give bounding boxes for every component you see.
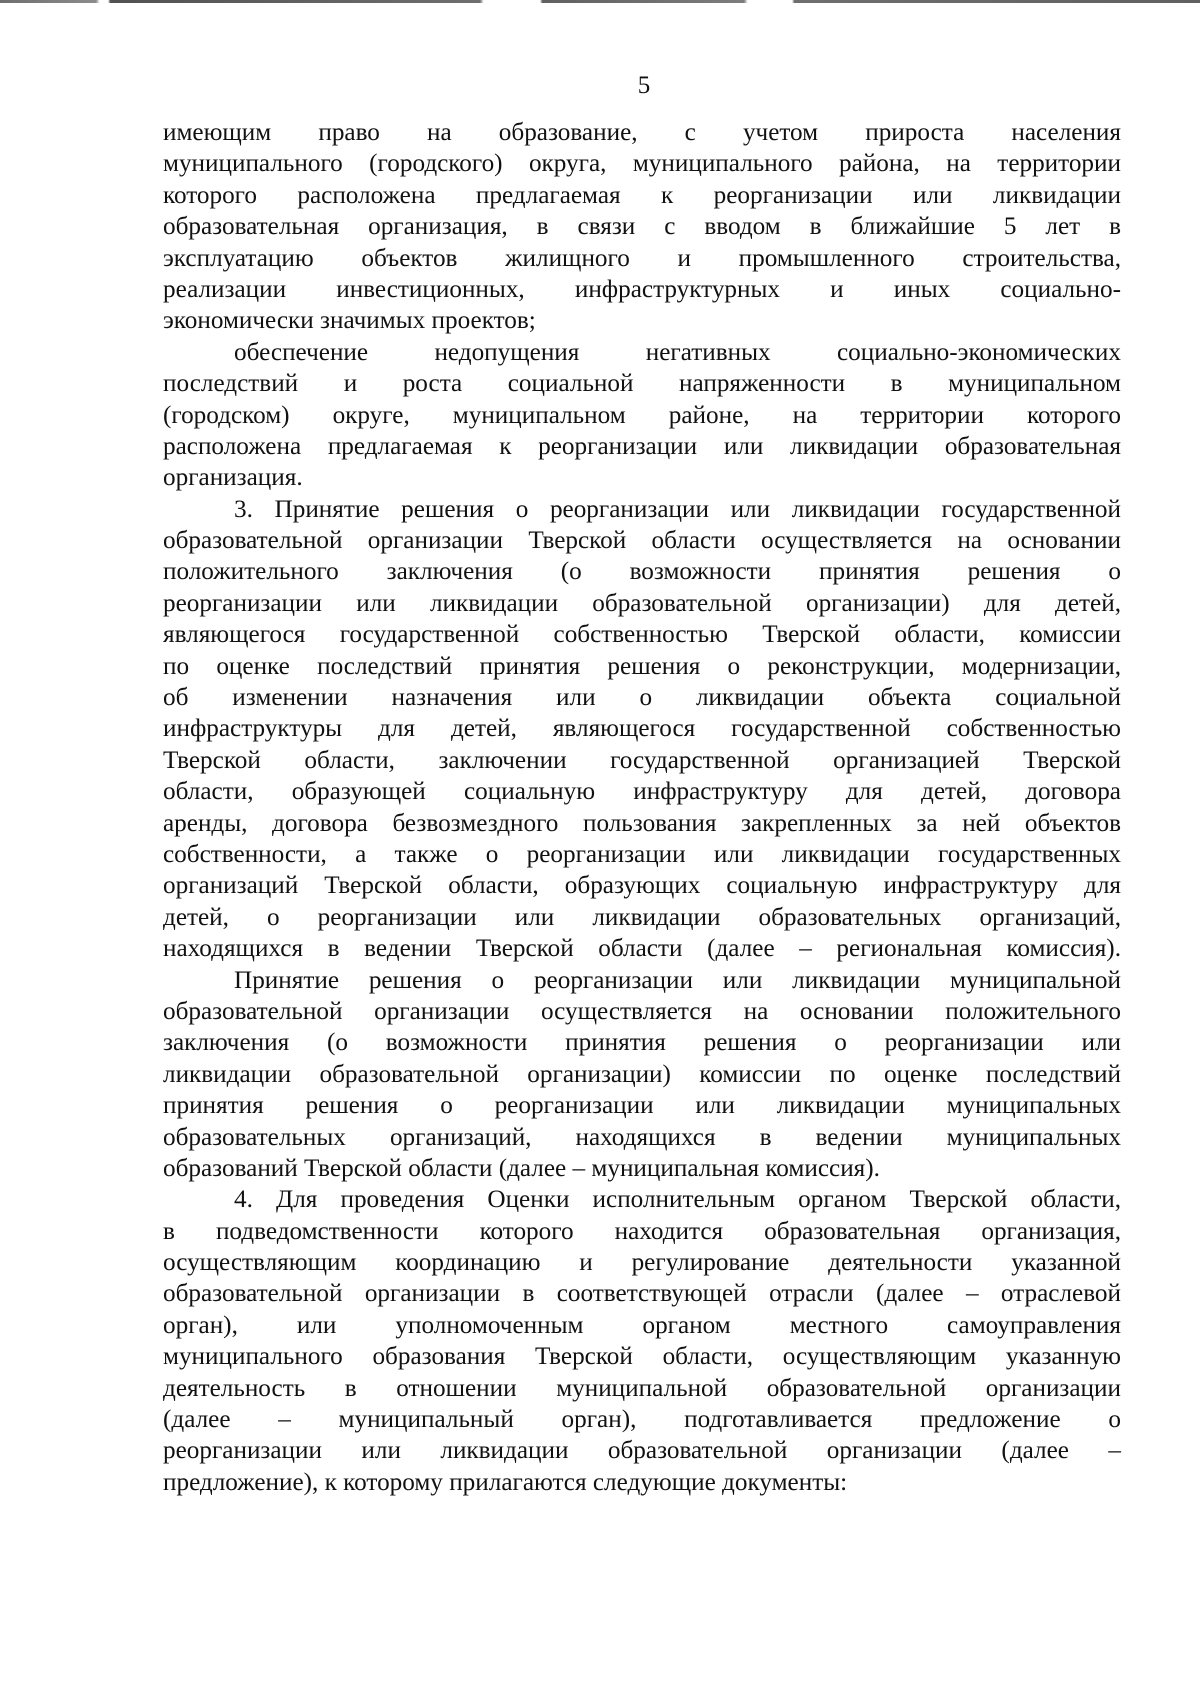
text-line: деятельность в отношении муниципальной образовательной организации (163, 1374, 1121, 1402)
text-line: в подведомственности которого находится образовательная организация, (163, 1217, 1121, 1245)
text-line: образовательной организации в соответствующей отрасли (далее – отраслевой (163, 1280, 1121, 1308)
text-line: заключения (о возможности принятия решения о реорганизации или (163, 1029, 1121, 1057)
text-line: муниципального (городского) округа, муниципального района, на территории (163, 150, 1121, 178)
text-line: 4. Для проведения Оценки исполнительным органом Тверской области, (234, 1186, 1121, 1214)
text-line: Принятие решения о реорганизации или ликвидации муниципальной (234, 966, 1121, 994)
text-line: обеспечение недопущения негативных социально-экономических (234, 338, 1121, 366)
text-line: являющегося государственной собственностью Тверской области, комиссии (163, 621, 1121, 649)
text-line: ликвидации образовательной организации) комиссии по оценке последствий (163, 1060, 1121, 1088)
text-line: об изменении назначения или о ликвидации объекта социальной (163, 684, 1121, 712)
text-line: расположена предлагаемая к реорганизации или ликвидации образовательная (163, 432, 1121, 460)
text-line: имеющим право на образование, с учетом прироста населения (163, 119, 1121, 146)
text-line: образовательной организации Тверской области осуществляется на основании (163, 527, 1121, 555)
document-body (163, 117, 1121, 1498)
text-line: которого расположена предлагаемая к реорганизации или ликвидации (163, 181, 1121, 209)
text-line: области, образующей социальную инфраструктуру для детей, договора (163, 778, 1121, 806)
text-line: собственности, а также о реорганизации или ликвидации государственных (163, 840, 1121, 868)
text-line: по оценке последствий принятия решения о реконструкции, модернизации, (163, 652, 1121, 680)
text-line: организация. (163, 464, 303, 492)
text-line: инфраструктуры для детей, являющегося государственной собственностью (163, 715, 1121, 743)
text-line: находящихся в ведении Тверской области (далее – региональная комиссия). (163, 935, 1121, 963)
text-line: экономически значимых проектов; (163, 307, 536, 335)
text-line: образовательных организаций, находящихся в ведении муниципальных (163, 1123, 1121, 1151)
text-line: аренды, договора безвозмездного пользования закрепленных за ней объектов (163, 809, 1121, 837)
text-line: муниципального образования Тверской области, осуществляющим указанную (163, 1343, 1121, 1371)
text-line: осуществляющим координацию и регулирование деятельности указанной (163, 1249, 1121, 1277)
text-line: реализации инвестиционных, инфраструктурных и иных социально- (163, 275, 1121, 303)
text-line: предложение), к которому прилагаются следующие документы: (163, 1468, 848, 1496)
text-line: орган), или уполномоченным органом местного самоуправления (163, 1311, 1121, 1339)
text-line: образовательной организации осуществляется на основании положительного (163, 997, 1121, 1025)
text-line: принятия решения о реорганизации или ликвидации муниципальных (163, 1092, 1121, 1120)
text-line: образовательная организация, в связи с вводом в ближайшие 5 лет в (163, 213, 1121, 241)
text-line: эксплуатацию объектов жилищного и промышленного строительства, (163, 244, 1121, 272)
text-line: реорганизации или ликвидации образовательной организации) для детей, (163, 589, 1121, 617)
text-line: образований Тверской области (далее – муниципальная комиссия). (163, 1154, 880, 1182)
text-line: организаций Тверской области, образующих социальную инфраструктуру для (163, 872, 1121, 900)
text-line: последствий и роста социальной напряженности в муниципальном (163, 370, 1121, 398)
scan-edge-line (0, 0, 1200, 3)
text-line: 3. Принятие решения о реорганизации или ликвидации государственной (234, 495, 1121, 523)
text-line: (городском) округе, муниципальном районе, на территории которого (163, 401, 1121, 429)
text-line: детей, о реорганизации или ликвидации образовательных организаций, (163, 903, 1121, 931)
text-line: положительного заключения (о возможности принятия решения о (163, 558, 1121, 586)
page-number: 5 (637, 72, 651, 99)
text-line: реорганизации или ликвидации образовательной организации (далее – (163, 1437, 1121, 1465)
text-line: Тверской области, заключении государственной организацией Тверской (163, 746, 1121, 774)
text-line: (далее – муниципальный орган), подготавливается предложение о (163, 1406, 1121, 1434)
